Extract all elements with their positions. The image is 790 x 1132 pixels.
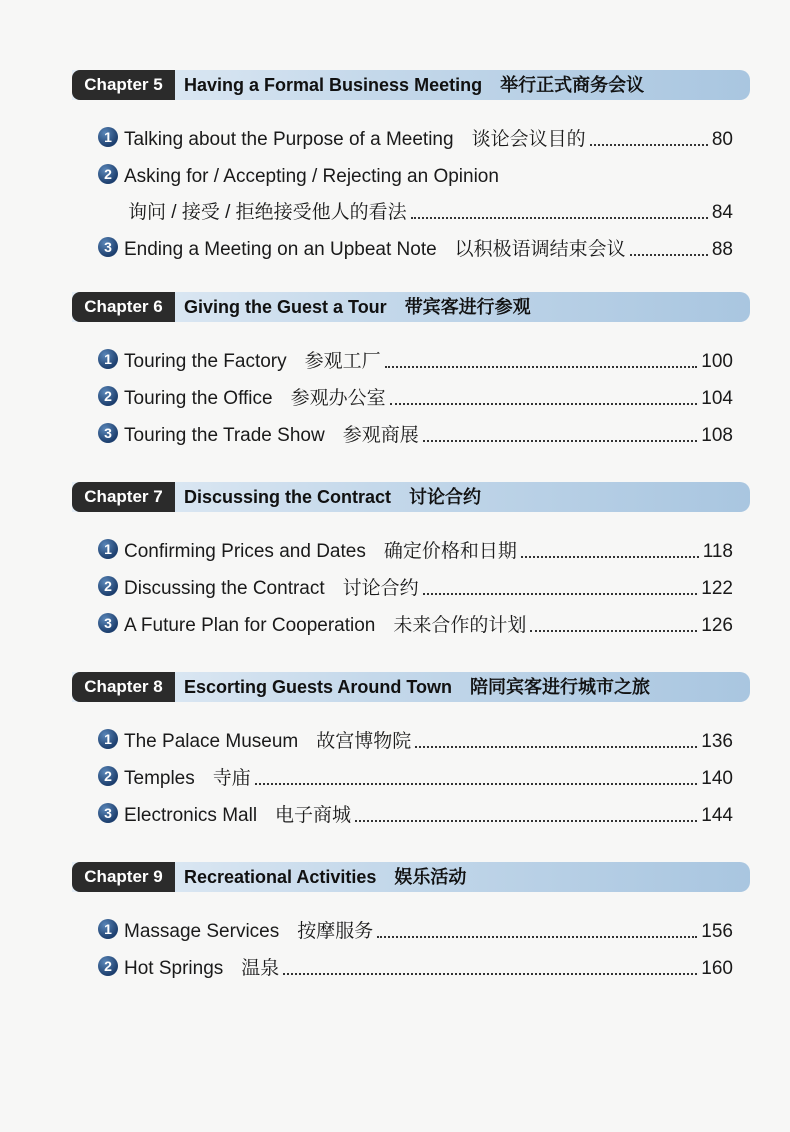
entry-title-en: Electronics Mall [124,805,258,826]
chapter-label: Chapter 7 [72,482,175,512]
number-badge-icon: 1 [98,349,118,369]
entry-title-zh: 参观商展 [342,425,419,446]
chapter-entries [72,914,750,988]
chapter-title-zh: 陪同宾客进行城市之旅 [470,677,651,697]
chapter-title [184,482,481,512]
entry-title-zh: 谈论会议目的 [471,129,586,150]
entry-title-zh: 确定价格和日期 [383,541,517,562]
dot-leader [530,630,697,632]
entry-title-zh: 参观工厂 [304,351,381,372]
dot-leader [255,783,698,785]
number-badge-icon: 3 [98,237,118,257]
chapter-label: Chapter 9 [72,862,175,892]
number-badge-icon: 3 [98,423,118,443]
chapter-title-en: Discussing the Contract [184,487,392,507]
chapter-title-en: Recreational Activities [184,867,377,887]
entry-title-zh: 温泉 [241,958,280,979]
chapter-title-zh: 带宾客进行参观 [404,297,531,317]
page-number: 122 [701,578,733,599]
dot-leader [423,593,698,595]
entry-title-en: Confirming Prices and Dates [124,541,366,562]
page-number: 144 [701,805,733,826]
dot-leader [423,440,698,442]
entry-title-en: Touring the Trade Show [124,425,325,446]
toc-entry[interactable] [72,381,750,418]
toc-entry[interactable] [72,159,750,232]
chapter-title [184,292,531,322]
number-badge-icon: 2 [98,386,118,406]
chapter-9-section [72,862,750,988]
chapter-5-section [72,70,750,269]
chapter-header [72,292,750,322]
page-number: 118 [702,541,733,562]
page-number: 160 [701,958,733,979]
toc-entry[interactable] [72,571,750,608]
toc-entry[interactable] [72,122,750,159]
page-number: 84 [711,202,733,223]
number-badge-icon: 2 [98,766,118,786]
entry-title-zh: 询问 / 接受 / 拒绝接受他人的看法 [128,202,407,223]
entry-title-en: Talking about the Purpose of a Meeting [124,129,454,150]
dot-leader [355,820,697,822]
chapter-title-zh: 讨论合约 [409,487,482,507]
chapter-header [72,672,750,702]
page-number: 108 [701,425,733,446]
dot-leader [411,217,708,219]
chapter-title [184,70,644,100]
page-number: 140 [701,768,733,789]
page-number: 126 [701,615,733,636]
entry-title-zh: 以积极语调结束会议 [454,239,626,260]
chapter-entries [72,724,750,835]
number-badge-icon: 2 [98,956,118,976]
entry-title-en: Ending a Meeting on an Upbeat Note [124,239,437,260]
number-badge-icon: 3 [98,803,118,823]
chapter-header [72,862,750,892]
toc-entry[interactable] [72,344,750,381]
chapter-header [72,482,750,512]
toc-entry[interactable] [72,724,750,761]
page-number: 156 [701,921,733,942]
dot-leader [415,746,697,748]
entry-title-en: Temples [124,768,195,789]
chapter-6-section [72,292,750,455]
chapter-entries [72,122,750,269]
page-number: 80 [711,129,733,150]
entry-title-en: Hot Springs [124,958,224,979]
chapter-7-section [72,482,750,645]
entry-title-zh: 电子商城 [275,805,352,826]
chapter-entries [72,344,750,455]
chapter-label: Chapter 8 [72,672,175,702]
entry-title-en: Massage Services [124,921,280,942]
chapter-title [184,672,650,702]
chapter-title-en: Having a Formal Business Meeting [184,75,483,95]
dot-leader [283,973,697,975]
number-badge-icon: 1 [98,919,118,939]
toc-entry[interactable] [72,418,750,455]
chapter-title-en: Escorting Guests Around Town [184,677,453,697]
chapter-entries [72,534,750,645]
dot-leader [590,144,708,146]
chapter-header [72,70,750,100]
toc-entry[interactable] [72,761,750,798]
toc-entry[interactable] [72,232,750,269]
chapter-8-section [72,672,750,835]
number-badge-icon: 2 [98,576,118,596]
dot-leader [630,254,708,256]
number-badge-icon: 1 [98,539,118,559]
dot-leader [385,366,698,368]
chapter-label: Chapter 5 [72,70,175,100]
chapter-title-zh: 举行正式商务会议 [500,75,645,95]
page-number: 104 [701,388,733,409]
number-badge-icon: 1 [98,127,118,147]
number-badge-icon: 2 [98,164,118,184]
entry-title-zh: 故宫博物院 [316,731,412,752]
entry-title-en: The Palace Museum [124,731,299,752]
entry-title-en: Asking for / Accepting / Rejecting an Opinion [124,166,499,187]
toc-entry[interactable] [72,608,750,645]
entry-title-zh: 讨论合约 [342,578,419,599]
number-badge-icon: 3 [98,613,118,633]
toc-entry[interactable] [72,914,750,951]
entry-title-zh: 参观办公室 [290,388,386,409]
number-badge-icon: 1 [98,729,118,749]
page-number: 88 [711,239,733,260]
dot-leader [390,403,698,405]
entry-title-en: Touring the Office [124,388,273,409]
chapter-title-en: Giving the Guest a Tour [184,297,387,317]
toc-entry[interactable] [72,951,750,988]
entry-title-zh: 寺庙 [212,768,251,789]
chapter-label: Chapter 6 [72,292,175,322]
dot-leader [521,556,699,558]
entry-title-zh: 按摩服务 [297,921,374,942]
entry-title-en: Discussing the Contract [124,578,325,599]
entry-title-zh: 未来合作的计划 [393,615,527,636]
entry-title-en: A Future Plan for Cooperation [124,615,376,636]
toc-entry[interactable] [72,534,750,571]
page-number: 136 [701,731,733,752]
chapter-title-zh: 娱乐活动 [394,867,467,887]
toc-entry[interactable] [72,798,750,835]
dot-leader [377,936,697,938]
entry-title-en: Touring the Factory [124,351,287,372]
page-number: 100 [701,351,733,372]
chapter-title [184,862,466,892]
